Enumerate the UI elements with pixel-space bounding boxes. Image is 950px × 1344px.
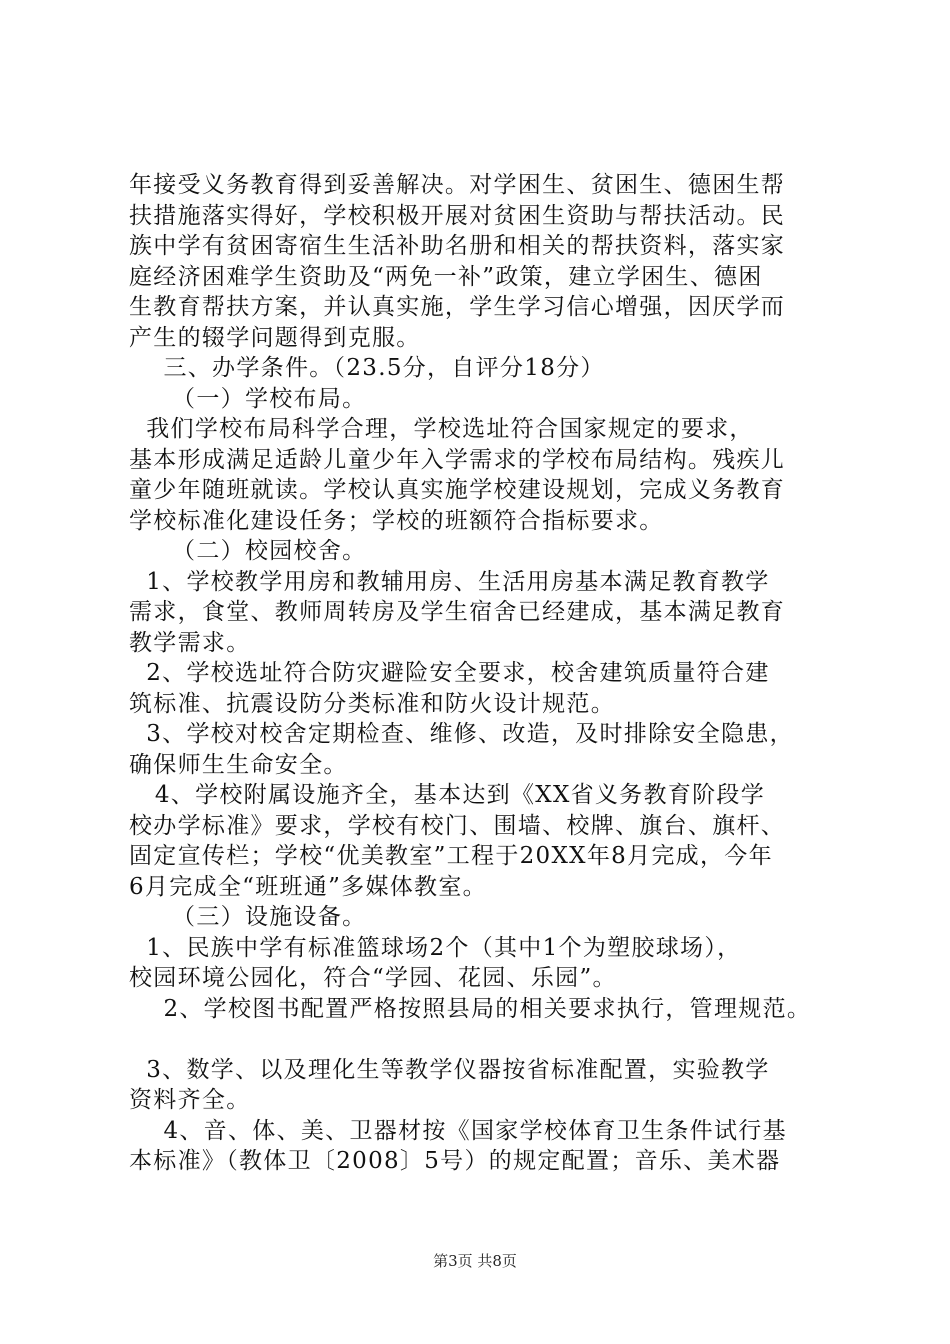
- text-line: 资料齐全。: [129, 1087, 251, 1113]
- text-line: 学校标准化建设任务；学校的班额符合指标要求。: [129, 507, 664, 534]
- text-line: 3、数学、以及理化生等教学仪器按省标准配置，实验教学: [129, 1056, 770, 1083]
- text-line: 2、学校图书配置严格按照县局的相关要求执行，管理规范。: [129, 995, 812, 1022]
- text-line: 1、民族中学有标准篮球场2个（其中1个为塑胶球场），: [129, 934, 742, 961]
- text-line: 6月完成全“班班通”多媒体教室。: [129, 873, 487, 900]
- text-line: 年接受义务教育得到妥善解决。对学困生、贫困生、德困生帮: [129, 172, 786, 198]
- text-line: 筑标准、抗震设防分类标准和防火设计规范。: [129, 690, 615, 717]
- text-line: 1、学校教学用房和教辅用房、生活用房基本满足教育教学: [129, 568, 770, 595]
- text-line: 校园环境公园化，符合“学园、花园、乐园”。: [129, 965, 617, 991]
- text-line: [129, 1024, 835, 1055]
- text-line: （三）设施设备。: [129, 904, 367, 930]
- text-line: 4、音、体、美、卫器材按《国家学校体育卫生条件试行基: [129, 1117, 787, 1144]
- text-line: 校办学标准》要求，学校有校门、围墙、校牌、旗台、旗杆、: [129, 812, 786, 839]
- page-footer: 第3页 共8页: [433, 1252, 517, 1270]
- text-line: 教学需求。: [129, 629, 251, 656]
- text-line: 4、学校附属设施齐全，基本达到《XX省义务教育阶段学: [129, 782, 766, 808]
- text-line: （二）校园校舍。: [129, 538, 367, 564]
- text-line: 庭经济困难学生资助及“两免一补”政策，建立学困生、德困: [129, 263, 763, 290]
- text-line: 确保师生生命安全。: [129, 751, 348, 778]
- text-line: 我们学校布局科学合理，学校选址符合国家规定的要求，: [129, 416, 754, 442]
- text-line: 固定宣传栏；学校“优美教室”工程于20XX年8月完成，今年: [129, 843, 773, 869]
- text-line: 3、学校对校舍定期检查、维修、改造，及时排除安全隐患，: [129, 721, 794, 747]
- text-line: 族中学有贫困寄宿生生活补助名册和相关的帮扶资料，落实家: [129, 233, 786, 259]
- text-line: 需求，食堂、教师周转房及学生宿舍已经建成，基本满足教育: [129, 599, 786, 625]
- document-body: [129, 170, 835, 1177]
- text-line: 基本形成满足适龄儿童少年入学需求的学校布局结构。残疾儿: [129, 446, 786, 473]
- text-line: 生教育帮扶方案，并认真实施，学生学习信心增强，因厌学而: [129, 294, 786, 320]
- text-line: 本标准》（教体卫〔2008〕5号）的规定配置；音乐、美术器: [129, 1148, 781, 1174]
- text-line: 扶措施落实得好，学校积极开展对贫困生资助与帮扶活动。民: [129, 202, 786, 229]
- text-line: （一）学校布局。: [129, 385, 367, 412]
- text-line: 产生的辍学问题得到克服。: [129, 324, 421, 351]
- text-line: 童少年随班就读。学校认真实施学校建设规划，完成义务教育: [129, 477, 786, 503]
- text-line: 三、办学条件。（23.5分，自评分18分）: [129, 355, 605, 381]
- text-line: 2、学校选址符合防灾避险安全要求，校舍建筑质量符合建: [129, 660, 770, 686]
